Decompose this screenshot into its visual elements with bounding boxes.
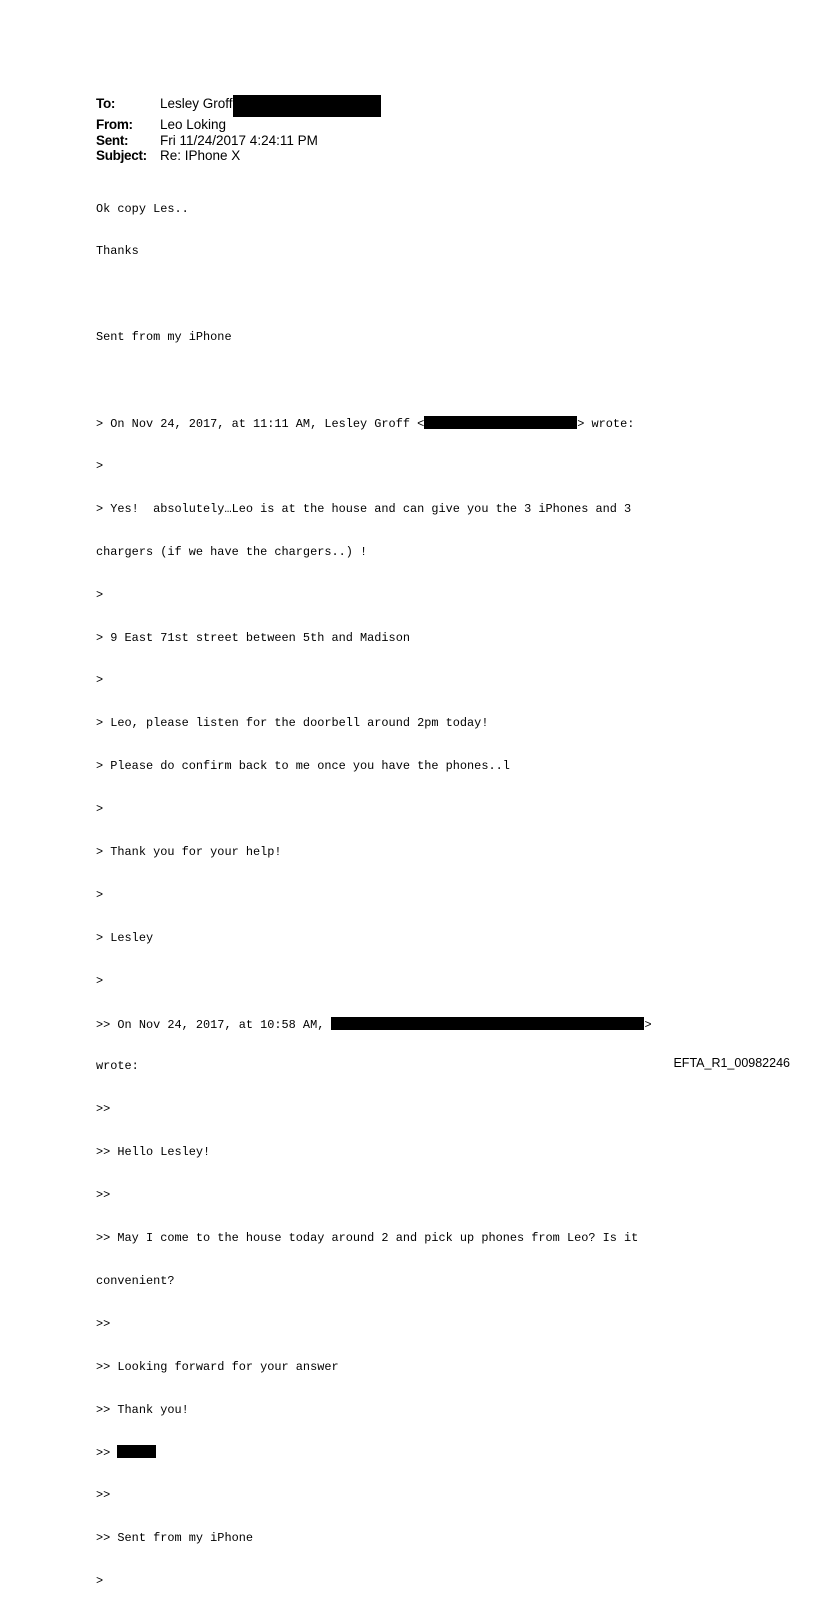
body-line: >: [96, 802, 104, 817]
body-line: >> Sent from my iPhone: [96, 1531, 253, 1546]
body-line: >>: [96, 1188, 111, 1203]
body-line: >: [96, 458, 104, 473]
blank-line: [96, 373, 652, 387]
subject-row: [96, 148, 381, 164]
signature-prefix: >>: [96, 1446, 118, 1461]
body-line: >> Looking forward for your answer: [96, 1359, 339, 1374]
sent-row: [96, 133, 381, 149]
body-line: >> Hello Lesley!: [96, 1145, 211, 1160]
body-line: > 9 East 71st street between 5th and Madison: [96, 630, 410, 645]
to-value: Lesley Groff: [160, 96, 233, 111]
email-body: [96, 173, 652, 1603]
quote-header-suffix: > wrote:: [577, 417, 635, 432]
nested-quote-header-text: >> On Nov 24, 2017, at 10:58 AM,: [96, 1017, 332, 1032]
body-line: >: [96, 673, 104, 688]
body-line: > Yes! absolutely…Leo is at the house and can give you the 3 iPhones and 3: [96, 501, 632, 516]
body-line: >: [96, 887, 104, 902]
to-label: To:: [96, 96, 116, 111]
from-value: Leo Loking: [160, 117, 227, 132]
body-line: >> May I come to the house today around 2 and pick up phones from Leo? Is it: [96, 1230, 639, 1245]
sent-value: Fri 11/24/2017 4:24:11 PM: [160, 132, 318, 148]
redaction-signature: [117, 1445, 156, 1458]
redaction-to-email: [233, 95, 381, 117]
body-line: >>: [96, 1488, 111, 1503]
nested-quote-header-line: [96, 1017, 652, 1031]
body-line: Sent from my iPhone: [96, 330, 232, 345]
body-line: Thanks: [96, 244, 139, 259]
body-line: chargers (if we have the chargers..) !: [96, 544, 368, 559]
body-line: wrote:: [96, 1059, 139, 1074]
body-line: > Lesley: [96, 930, 154, 945]
to-value-wrap: [160, 96, 381, 117]
body-line: convenient?: [96, 1273, 175, 1288]
redaction-sender: [331, 1017, 644, 1030]
body-line: > Please do confirm back to me once you have the phones..l: [96, 759, 510, 774]
body-line: Ok copy Les..: [96, 201, 189, 216]
nested-quote-header-suffix: >: [644, 1017, 652, 1032]
blank-line: [96, 287, 652, 301]
subject-label: Subject:: [96, 148, 147, 163]
body-line: >: [96, 973, 104, 988]
from-label: From:: [96, 117, 133, 132]
from-row: [96, 117, 381, 133]
body-line: >> Thank you!: [96, 1402, 189, 1417]
to-row: [96, 96, 381, 117]
body-line: >: [96, 1574, 104, 1589]
body-line: >>: [96, 1102, 111, 1117]
body-line: > Thank you for your help!: [96, 844, 282, 859]
signature-line: [96, 1445, 652, 1459]
document-id: EFTA_R1_00982246: [673, 1056, 790, 1070]
quote-header-line: [96, 416, 652, 430]
subject-value: Re: IPhone X: [160, 148, 241, 163]
body-line: >: [96, 587, 104, 602]
quote-header-text: > On Nov 24, 2017, at 11:11 AM, Lesley Groff <: [96, 417, 425, 432]
body-line: > Leo, please listen for the doorbell around 2pm today!: [96, 716, 489, 731]
sent-label: Sent:: [96, 132, 129, 148]
redaction-email: [424, 416, 577, 429]
email-header: [96, 96, 381, 164]
body-line: >>: [96, 1316, 111, 1331]
